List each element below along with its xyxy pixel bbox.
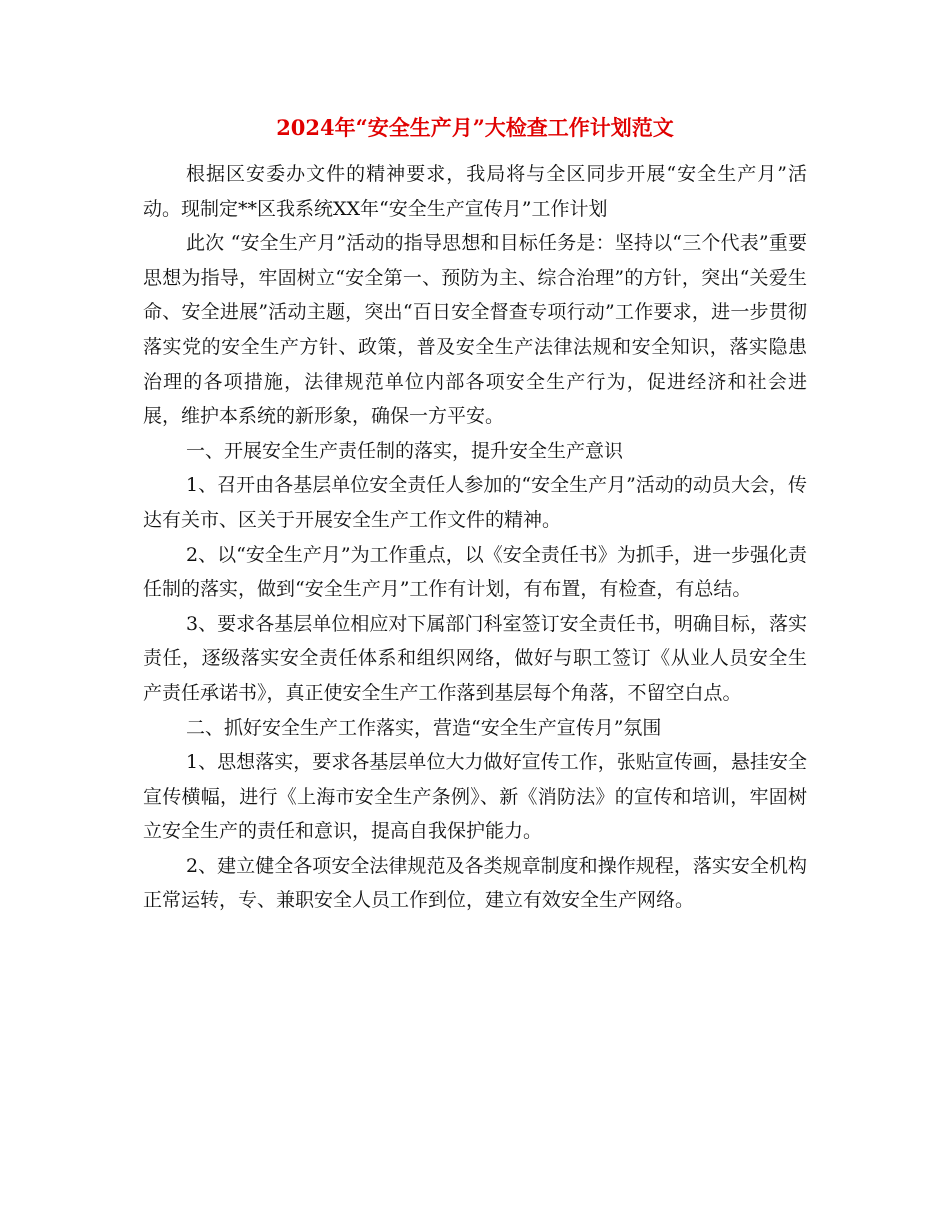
section-heading-2: 二、抓好安全生产工作落实，营造“安全生产宣传月”氛围 [186,716,662,739]
paragraph-1-2: 2、以“安全生产月”为工作重点，以《安全责任书》为抓手，进一步强化责任制的落实，做到“安全生产月”工作有计划，有布置，有检查，有总结。 [143,543,807,601]
document-title: 2024年“安全生产月”大检查工作计划范文 [276,115,674,140]
paragraph-guiding-principles: 此次 “安全生产月”活动的指导思想和目标任务是：坚持以“三个代表”重要思想为指导，牢固树立“安全第一、预防为主、综合治理”的方针，突出“关爱生命、安全进展”活动主题，突出“百日安全督查专项行动”工作要求，进一步贯彻落实党的安全生产方针、政策，普及安全生产法律法规和安全知识，落实隐患治理的各项措施，法律规范单位内部各项安全生产行为，促进经济和社会进展，维护本系统的新形象，确保一方平安。 [143,232,807,428]
paragraph-2-1: 1、思想落实，要求各基层单位大力做好宣传工作，张贴宣传画，悬挂安全宣传横幅，进行《上海市安全生产条例》、新《消防法》的宣传和培训，牢固树立安全生产的责任和意识，提高自我保护能力。 [143,751,807,843]
section-heading-1: 一、开展安全生产责任制的落实，提升安全生产意识 [186,439,624,462]
document-body [143,157,807,918]
paragraph-intro: 根据区安委办文件的精神要求，我局将与全区同步开展“安全生产月”活动。现制定**区我系统XX年“安全生产宣传月”工作计划 [143,163,807,220]
paragraph-1-3: 3、要求各基层单位相应对下属部门科室签订安全责任书，明确目标，落实责任，逐级落实安全责任体系和组织网络，做好与职工签订《从业人员安全生产责任承诺书》，真正使安全生产工作落到基层每个角落，不留空白点。 [143,612,807,704]
paragraph-1-1: 1、召开由各基层单位安全责任人参加的“安全生产月”活动的动员大会，传达有关市、区关于开展安全生产工作文件的精神。 [143,474,807,531]
paragraph-2-2: 2、建立健全各项安全法律规范及各类规章制度和操作规程，落实安全机构正常运转，专、兼职安全人员工作到位，建立有效安全生产网络。 [143,854,807,912]
